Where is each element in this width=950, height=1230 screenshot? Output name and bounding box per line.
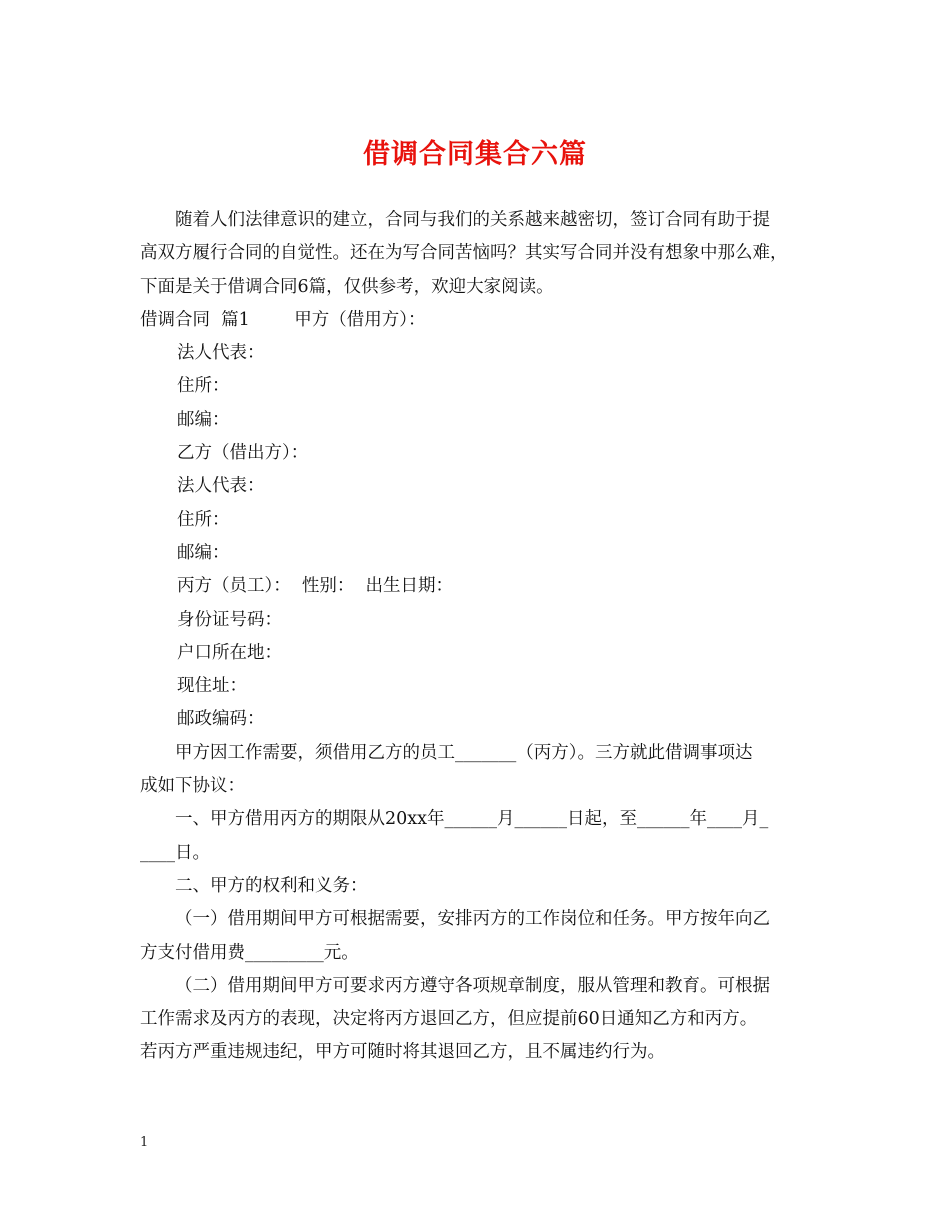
field-address-b: 住所： [177,509,230,530]
clause-2-2: 工作需求及丙方的表现，决定将丙方退回乙方，但应提前60日通知乙方和丙方。 [140,1009,758,1030]
page-number: 1 [140,1135,149,1150]
field-legal-rep-a: 法人代表： [177,343,265,364]
document-body [140,204,812,1070]
document-title: 借调合同集合六篇 [363,139,587,170]
clause-2-heading: 二、甲方的权利和义务： [175,875,368,896]
clause-2-2: 若丙方严重违规违纪，甲方可随时将其退回乙方，且不属违约行为。 [140,1042,665,1063]
clause-1: 一、甲方借用丙方的期限从20xx年______月______日起，至______年____月_ [175,809,769,830]
field-current-address: 现住址： [177,676,247,697]
field-postcode-b: 邮编： [177,542,230,563]
field-party-c: 丙方（员工）： 性别： 出生日期： [177,576,453,597]
field-id-number: 身份证号码： [177,609,282,630]
intro-line: 下面是关于借调合同6篇，仅供参考，欢迎大家阅读。 [140,276,554,297]
intro-line: 高双方履行合同的自觉性。还在为写合同苦恼吗？其实写合同并没有想象中那么难， [140,243,788,264]
clause-2-1: 方支付借用费_________元。 [140,942,359,963]
field-address-a: 住所： [177,376,230,397]
clause-1: ____日。 [140,842,210,863]
intro-line: 随着人们法律意识的建立，合同与我们的关系越来越密切，签订合同有助于提 [175,210,770,230]
field-postal-code: 邮政编码： [177,709,265,730]
section-heading: 借调合同 篇1 甲方（借用方）： [140,309,426,330]
field-household-register: 户口所在地： [177,642,282,663]
field-party-b: 乙方（借出方）： [177,443,309,464]
field-postcode-a: 邮编： [177,409,230,430]
field-legal-rep-b: 法人代表： [177,476,265,497]
clause-2-2: （二）借用期间甲方可要求丙方遵守各项规章制度，服从管理和教育。可根据 [175,975,770,996]
clause-2-1: （一）借用期间甲方可根据需要，安排丙方的工作岗位和任务。甲方按年向乙 [175,909,770,930]
agreement-paragraph: 成如下协议： [140,776,245,797]
agreement-paragraph: 甲方因工作需要，须借用乙方的员工_______（丙方）。三方就此借调事项达 [175,742,753,763]
